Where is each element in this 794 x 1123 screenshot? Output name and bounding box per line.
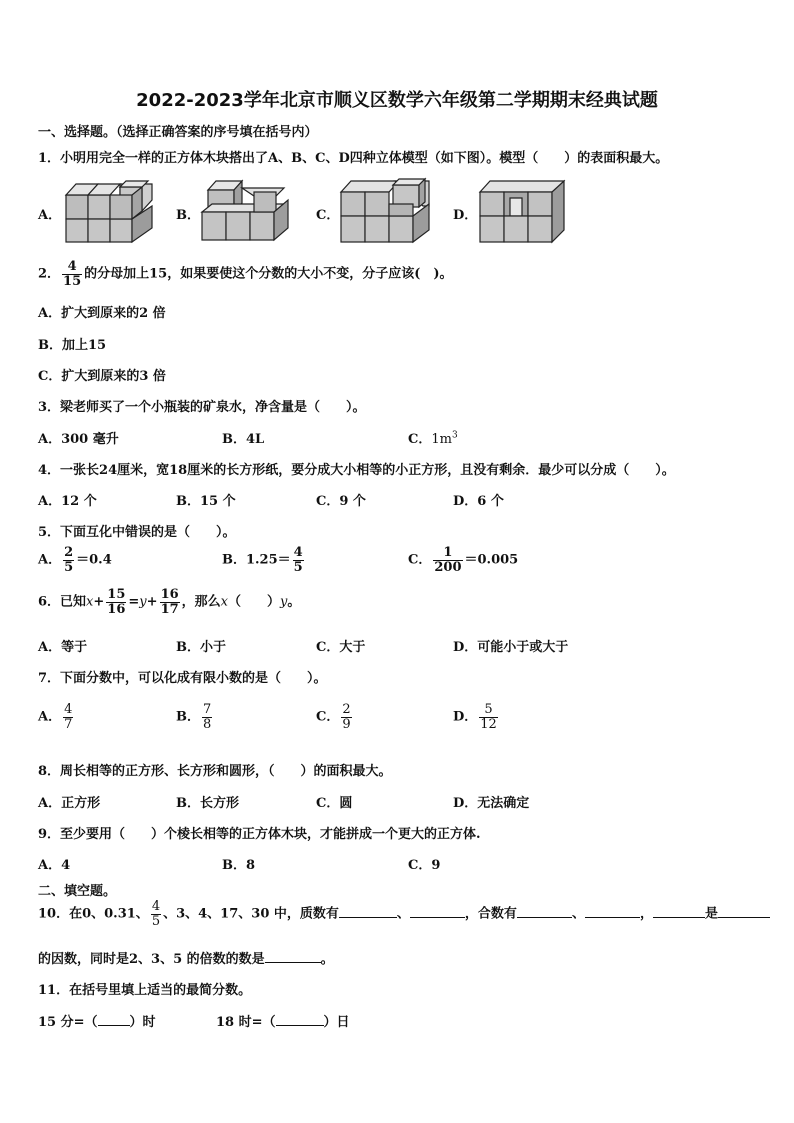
q2-option-a: A．扩大到原来的2 倍 [38, 306, 166, 321]
q10-fraction [151, 900, 161, 928]
q10-sep-3: 、 [571, 906, 585, 922]
q10-blank-2[interactable] [410, 905, 465, 918]
q6-f2-denominator: 17 [160, 601, 179, 617]
q5-option-b [222, 546, 306, 574]
q11-a-post: ）时 [129, 1015, 156, 1030]
q5-c-denominator: 200 [434, 559, 462, 575]
q11-b-pre: 18 时=（ [216, 1015, 276, 1030]
q7-d-numerator: 5 [479, 703, 498, 718]
q6-paren: （ ） [228, 594, 281, 610]
q6-prefix: 6．已知 [38, 594, 87, 610]
question-1: 1．小明用完全一样的正方体木块搭出了A、B、C、D四种立体模型（如下图）。模型（ ）的表面积最大。 [38, 151, 669, 166]
q5-option-a [38, 546, 112, 574]
question-8: 8．周长相等的正方形、长方形和圆形，（ ）的面积最大。 [38, 764, 392, 779]
q7-c-fraction [341, 703, 351, 731]
q3-option-a: A．300 毫升 [38, 432, 119, 447]
cube-model-a-icon [60, 178, 155, 246]
q10-sep-5: 是 [704, 906, 718, 922]
q7-option-d [453, 703, 500, 731]
q6-plus-1: + [93, 594, 105, 610]
q6-var-y2: y [280, 594, 288, 610]
q4-option-a: A．12 个 [38, 494, 97, 509]
q6-fraction-1 [106, 588, 126, 616]
q2-option-b: B．加上15 [38, 338, 107, 353]
q2-text: 的分母加上15，如果要使这个分数的大小不变，分子应该( )。 [84, 266, 453, 282]
q6-fraction-2 [160, 588, 180, 616]
q8-option-c: C．圆 [316, 796, 353, 811]
q5-b-denominator: 5 [293, 559, 303, 575]
q6-option-d: D．可能小于或大于 [453, 640, 569, 655]
q2-frac-numerator: 4 [62, 260, 82, 275]
q3-option-c [408, 428, 458, 447]
q8-option-b: B．长方形 [176, 796, 239, 811]
q7-b-fraction [202, 703, 212, 731]
q11-a-pre: 15 分=（ [38, 1015, 98, 1030]
q6-f2-numerator: 16 [160, 587, 179, 602]
q7-a-label: A． [38, 709, 62, 725]
question-10 [38, 900, 770, 928]
question-9: 9．至少要用（ ）个棱长相等的正方体木块，才能拼成一个更大的正方体. [38, 827, 481, 842]
q2-number: 2． [38, 266, 61, 282]
q6-option-a: A．等于 [38, 640, 88, 655]
q11-part-a [38, 1011, 156, 1030]
q6-var-x2: x [220, 594, 229, 610]
question-10-line-2 [38, 948, 334, 967]
q5-c-rest: ＝0.005 [464, 552, 519, 568]
q6-var-y: y [139, 594, 147, 610]
question-11: 11．在括号里填上适当的最简分数。 [38, 983, 252, 998]
q6-end: 。 [287, 594, 301, 610]
q5-b-numerator: 4 [293, 545, 303, 560]
q6-option-c: C．大于 [316, 640, 366, 655]
q5-a-numerator: 2 [64, 545, 74, 560]
q4-option-b: B．15 个 [176, 494, 236, 509]
q3-option-c-value: 1m [431, 432, 452, 447]
section-1-heading: 一、选择题。（选择正确答案的序号填在括号内） [38, 125, 318, 140]
q10-blank-7[interactable] [265, 950, 321, 963]
q6-f1-numerator: 15 [107, 587, 126, 602]
q10-sep-1: 、 [396, 906, 410, 922]
q5-a-denominator: 5 [64, 559, 74, 575]
q7-option-a [38, 703, 75, 731]
q7-b-numerator: 7 [203, 702, 212, 717]
q5-a-label: A． [38, 552, 62, 568]
q10-sep-2: ，合数有 [464, 906, 517, 922]
q1-label-c: C． [316, 208, 340, 223]
q5-c-fraction [433, 546, 462, 574]
question-2 [38, 260, 453, 288]
q7-a-numerator: 4 [64, 702, 73, 717]
q2-option-c: C．扩大到原来的3 倍 [38, 369, 166, 384]
q6-plus-2: + [146, 594, 158, 610]
q5-option-c [408, 546, 518, 574]
question-6 [38, 588, 300, 616]
q7-a-fraction [63, 703, 73, 731]
q7-option-c [316, 703, 354, 731]
q5-b-label: B．1.25＝ [222, 552, 291, 568]
q5-a-fraction [63, 546, 74, 574]
q6-var-x: x [86, 594, 94, 610]
q10-mid: 、3、4、17、30 中，质数有 [163, 906, 339, 922]
q8-option-a: A．正方形 [38, 796, 101, 811]
q5-c-label: C． [408, 552, 432, 568]
cube-model-d-icon [476, 176, 571, 246]
q2-fraction [62, 260, 82, 288]
q11-a-blank[interactable] [98, 1013, 130, 1026]
q7-b-denominator: 8 [203, 716, 212, 732]
q10-sep-4: ， [639, 906, 653, 922]
q6-equals: = [128, 594, 140, 610]
q5-b-fraction [293, 546, 304, 574]
q6-option-b: B．小于 [176, 640, 226, 655]
q7-c-denominator: 9 [342, 716, 351, 732]
q1-label-a: A． [38, 208, 62, 223]
q7-d-denominator: 12 [480, 716, 497, 732]
section-2-heading: 二、填空题。 [38, 884, 117, 899]
q6-f1-denominator: 16 [107, 601, 126, 617]
q7-d-label: D． [453, 709, 478, 725]
q9-option-c: C．9 [408, 858, 441, 873]
q10-blank-6[interactable] [718, 905, 770, 918]
q10-blank-4[interactable] [585, 905, 640, 918]
q3-option-b: B．4L [222, 432, 265, 447]
q10-pre: 10．在0、0.31、 [38, 906, 149, 922]
q7-option-b [176, 703, 214, 731]
q10-numerator: 4 [151, 899, 161, 914]
question-3: 3．梁老师买了一个小瓶装的矿泉水，净含量是（ ）。 [38, 400, 366, 415]
question-7: 7．下面分数中，可以化成有限小数的是（ ）。 [38, 671, 327, 686]
q10-blank-5[interactable] [653, 905, 705, 918]
q11-b-post: ）日 [323, 1015, 350, 1030]
q10-denominator: 5 [151, 913, 161, 929]
page-title: 2022-2023学年北京市顺义区数学六年级第二学期期末经典试题 [136, 90, 658, 111]
q9-option-b: B．8 [222, 858, 256, 873]
cube-model-b-icon [198, 178, 293, 246]
q2-frac-denominator: 15 [63, 273, 82, 289]
q5-a-rest: ＝0.4 [76, 552, 112, 568]
q3-option-c-exponent: 3 [451, 430, 458, 441]
q11-part-b [216, 1011, 350, 1030]
q8-option-d: D．无法确定 [453, 796, 530, 811]
question-5: 5．下面互化中错误的是（ ）。 [38, 525, 236, 540]
q10-line2-end: 。 [320, 952, 334, 967]
q10-blank-3[interactable] [517, 905, 572, 918]
q7-b-label: B． [176, 709, 200, 725]
q7-d-fraction [479, 703, 498, 731]
q4-option-c: C．9 个 [316, 494, 366, 509]
q1-label-b: B． [176, 208, 200, 223]
q9-option-a: A．4 [38, 858, 71, 873]
q3-option-c-label: C． [408, 432, 432, 447]
q6-mid: ，那么 [181, 594, 221, 610]
q7-c-label: C． [316, 709, 340, 725]
question-4: 4．一张长24厘米，宽18厘米的长方形纸，要分成大小相等的小正方形，且没有剩余．最少可以分成（ ）。 [38, 463, 675, 478]
q4-option-d: D．6 个 [453, 494, 504, 509]
q10-blank-1[interactable] [339, 905, 397, 918]
q10-line2-text: 的因数，同时是2、3、5 的倍数的数是 [38, 952, 265, 967]
cube-model-c-icon [337, 176, 432, 246]
q1-label-d: D． [453, 208, 478, 223]
q7-c-numerator: 2 [342, 702, 351, 717]
q5-c-numerator: 1 [433, 546, 462, 561]
q7-a-denominator: 7 [64, 716, 73, 732]
q11-b-blank[interactable] [276, 1013, 324, 1026]
